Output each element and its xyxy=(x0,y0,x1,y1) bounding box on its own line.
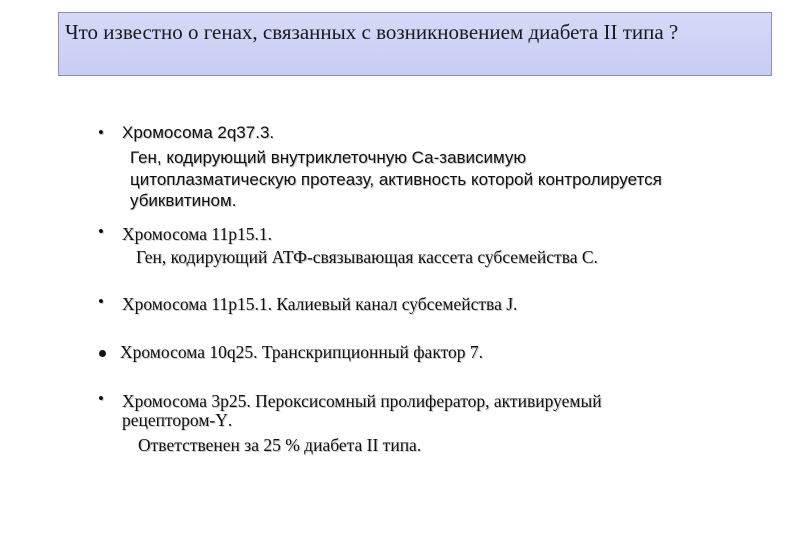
item-line: убиквитином. xyxy=(130,191,237,210)
bullet-marker: • xyxy=(98,222,104,241)
item-line: Хромосома 11р15.1. xyxy=(122,224,272,244)
item-line: Ген, кодирующий АТФ-связывающая кассета субсемейства С. xyxy=(136,247,598,267)
bullet-marker: • xyxy=(98,123,104,142)
item-line: Ответственен за 25 % диабета II типа. xyxy=(138,435,422,455)
item-line: Ген, кодирующий внутриклеточную Са-зависимую xyxy=(130,148,527,167)
item-line: Хромосома 2q37.3. xyxy=(122,123,275,142)
bullet-marker: • xyxy=(98,292,104,311)
item-line: Хромосома 11р15.1. Калиевый канал субсемейства J. xyxy=(122,294,518,314)
item-line: цитоплазматическую протеазу, активность которой контролируется xyxy=(130,170,662,189)
item-line: рецептором-Ү. xyxy=(122,410,233,430)
item-line: Хромосома 3р25. Пероксисомный пролифератор, активируемый xyxy=(122,391,602,411)
bullet-dot xyxy=(99,350,106,357)
slide-title: Что известно о генах, связанных с возникновением диабета II типа ? xyxy=(65,20,679,44)
bullet-marker: • xyxy=(98,389,104,408)
title-box xyxy=(58,12,772,76)
item-line: Хромосома 10q25. Транскрипционный фактор 7. xyxy=(120,342,484,362)
